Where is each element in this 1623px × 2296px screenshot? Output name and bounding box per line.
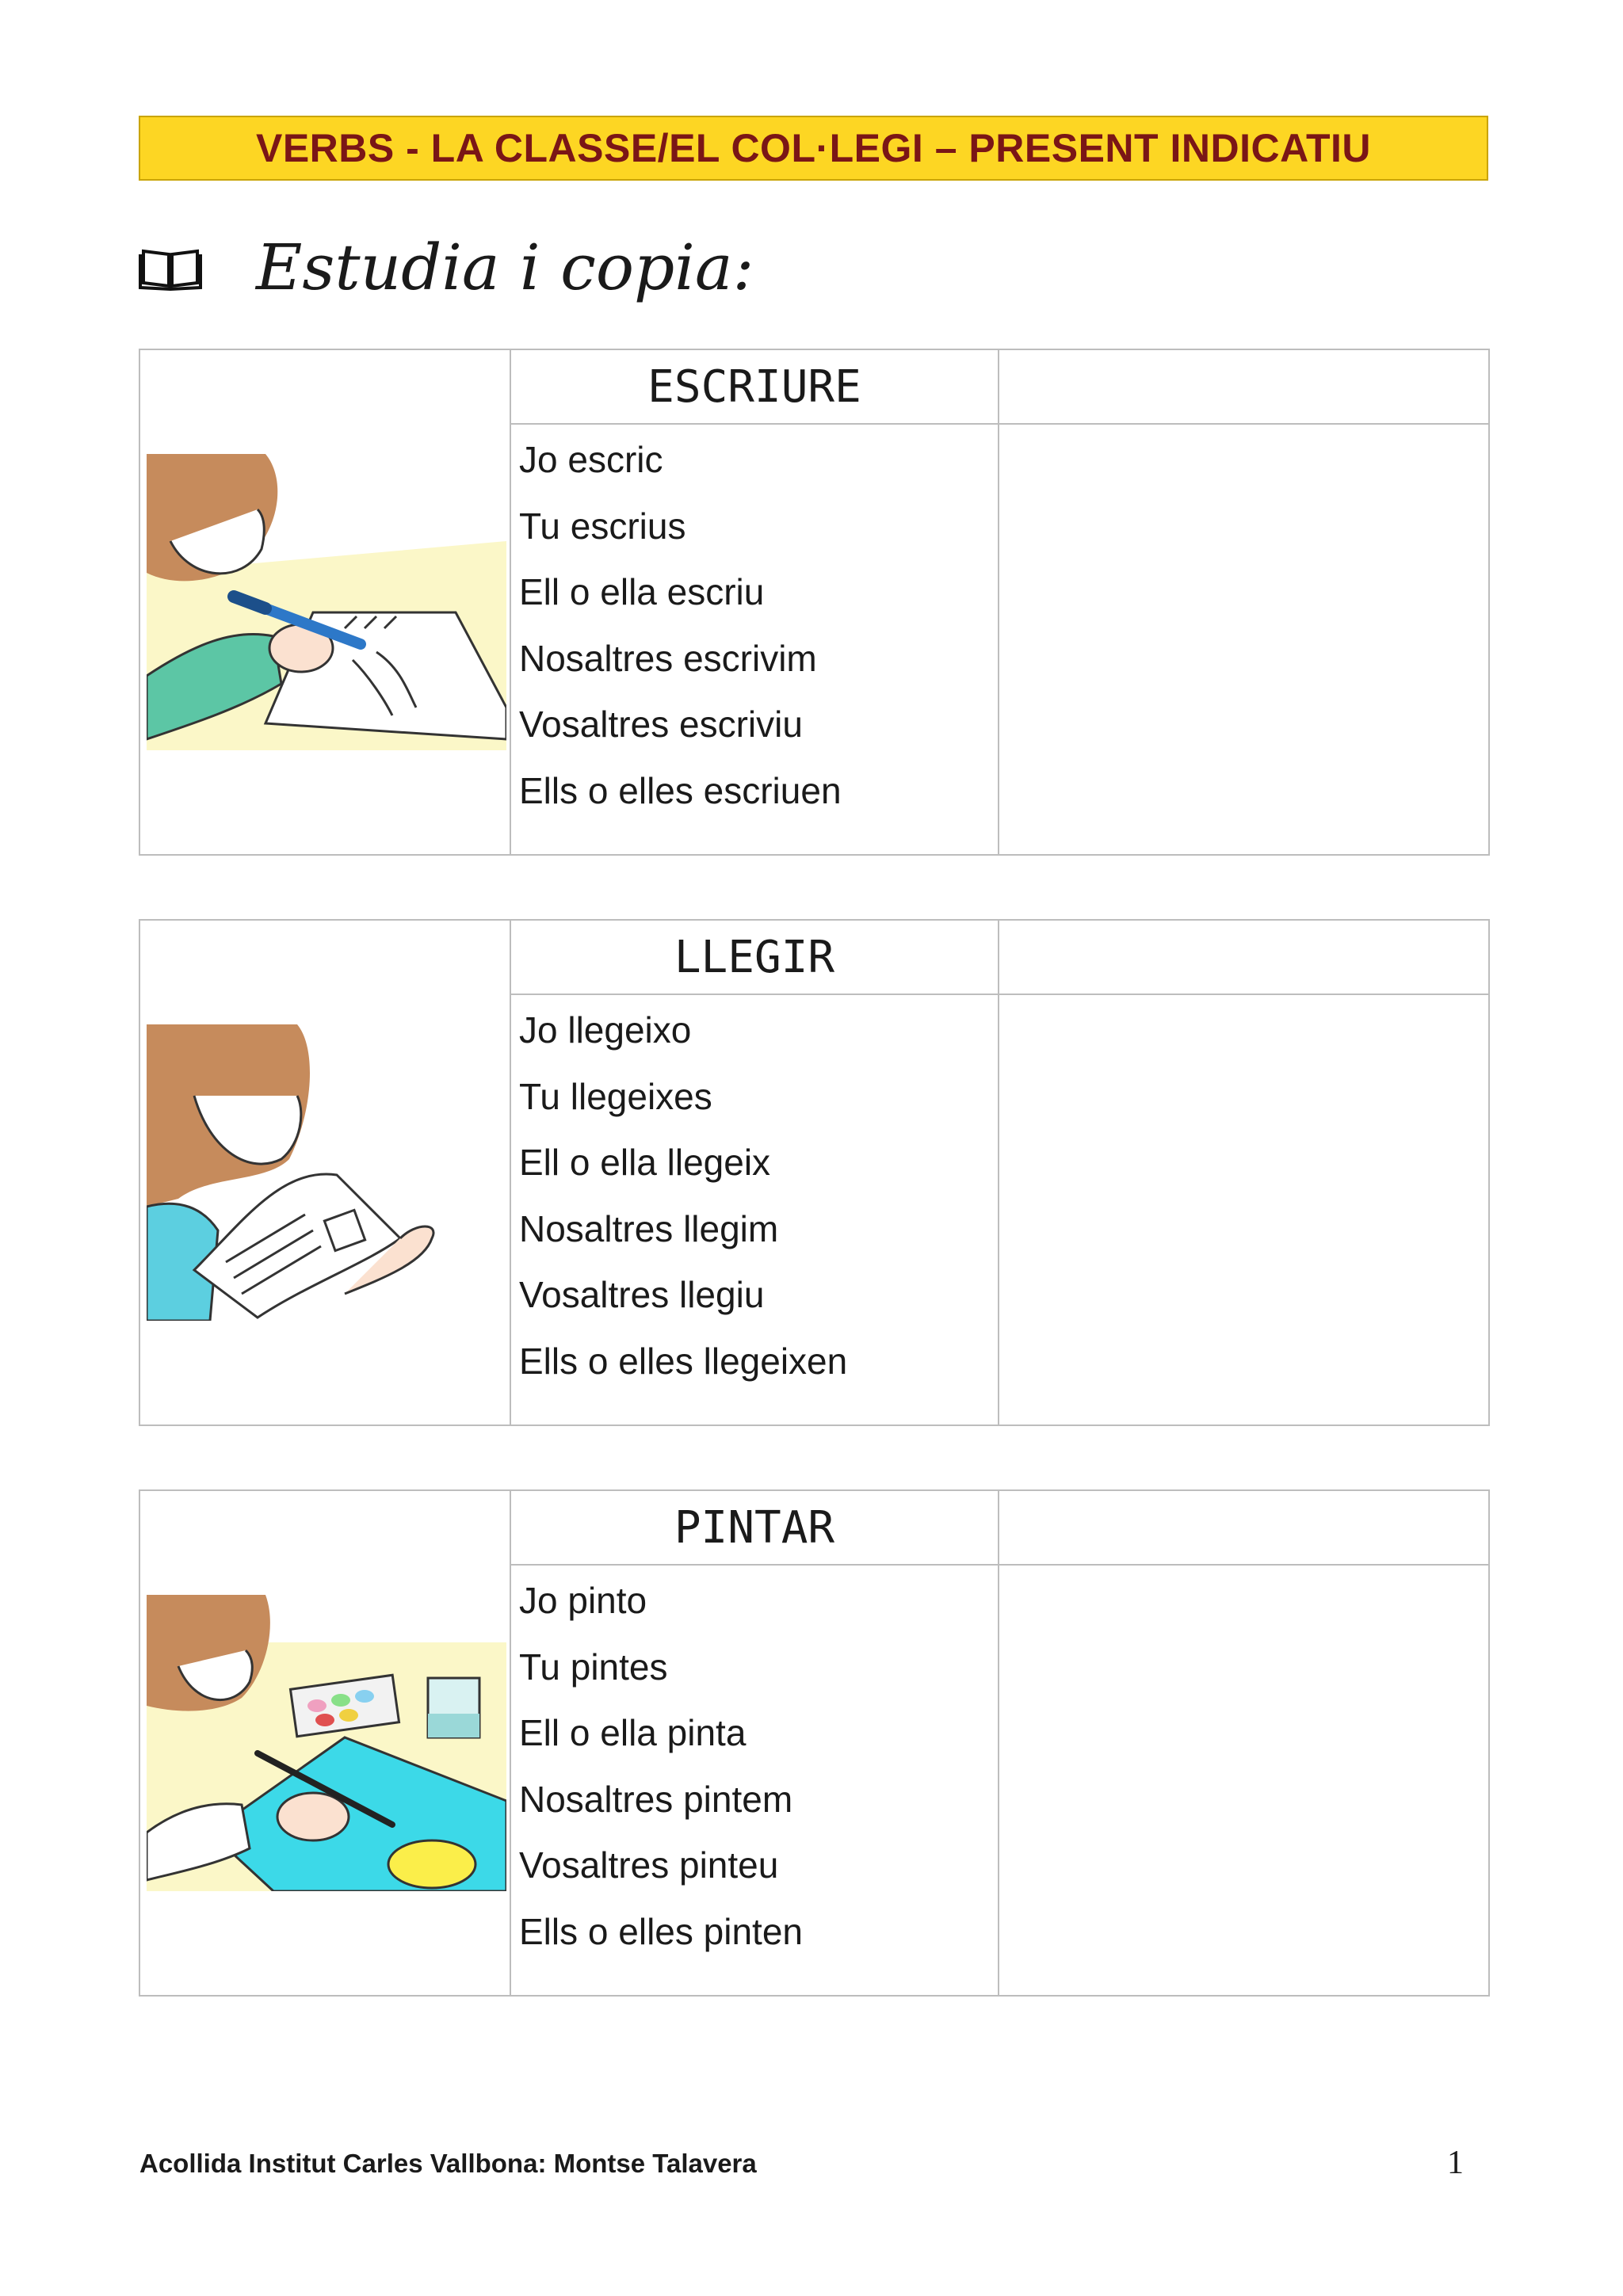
verb-header-cell [510,920,999,994]
verb-name: PINTAR [674,1501,835,1554]
conjugation-list [511,995,998,1406]
instruction-line [139,223,754,311]
verb-table-escriure [139,349,1490,856]
conjugation-form: Ells o elles pinten [519,1910,803,1952]
verb-header-cell [510,349,999,424]
conjugation-form: Jo llegeixo [519,1009,692,1051]
conjugation-form: Ell o ella escriu [519,571,765,612]
open-book-icon [139,243,202,291]
conjugation-form: Vosaltres pinteu [519,1844,779,1886]
writing-illustration [147,454,506,750]
verb-table-pintar [139,1489,1490,1997]
conjugation-form: Vosaltres escriviu [519,704,803,745]
copy-area-cell[interactable] [999,424,1489,855]
conjugation-form: Tu pintes [519,1646,668,1688]
conjugation-list [511,425,998,836]
verb-name: LLEGIR [674,931,835,983]
illustration-cell [139,1490,510,1996]
illustration-cell [139,349,510,855]
conjugation-cell [510,994,999,1425]
copy-area-cell[interactable] [999,1565,1489,1996]
reading-illustration [147,1024,506,1321]
conjugation-form: Ells o elles llegeixen [519,1340,848,1382]
conjugation-form: Tu llegeixes [519,1075,712,1117]
page-number: 1 [1447,2145,1464,2181]
painting-illustration [147,1595,506,1891]
conjugation-form: Tu escrius [519,505,686,547]
conjugation-form: Ell o ella llegeix [519,1142,771,1183]
copy-header-cell [999,920,1489,994]
conjugation-form: Nosaltres escrivim [519,637,817,679]
conjugation-cell [510,424,999,855]
conjugation-form: Jo escric [519,439,663,480]
copy-header-cell [999,349,1489,424]
verb-table-llegir [139,919,1490,1426]
conjugation-form: Vosaltres llegiu [519,1274,765,1315]
footer-credit: Acollida Institut Carles Vallbona: Montse Talavera [139,2149,757,2178]
copy-header-cell [999,1490,1489,1565]
copy-area-cell[interactable] [999,994,1489,1425]
verb-name: ESCRIURE [647,360,861,413]
title-banner [139,116,1488,181]
conjugation-form: Nosaltres pintem [519,1778,793,1820]
conjugation-form: Ell o ella pinta [519,1712,747,1753]
conjugation-cell [510,1565,999,1996]
conjugation-list [511,1566,998,1977]
verb-header-cell [510,1490,999,1565]
illustration-cell [139,920,510,1425]
instruction-text: Estudia i copia: [256,230,754,304]
conjugation-form: Jo pinto [519,1580,647,1621]
page-title: VERBS - LA CLASSE/EL COL·LEGI – PRESENT INDICATIU [255,126,1372,170]
conjugation-form: Ells o elles escriuen [519,769,842,811]
conjugation-form: Nosaltres llegim [519,1207,779,1249]
